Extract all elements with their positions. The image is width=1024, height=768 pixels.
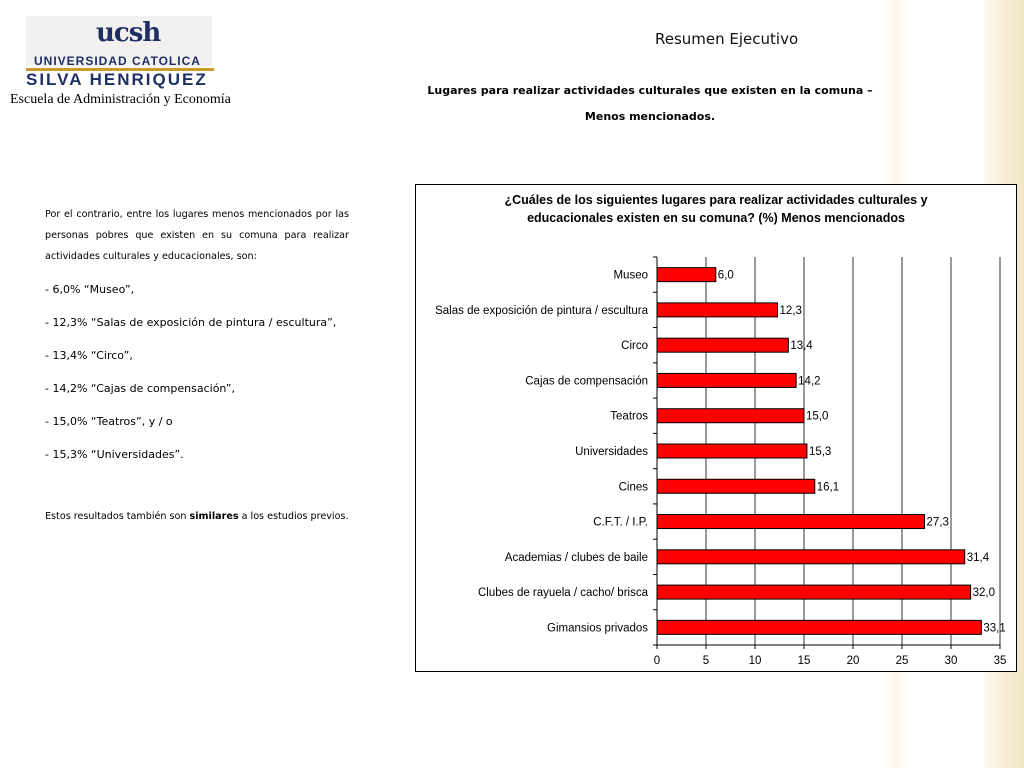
bullet-item: - 6,0% “Museo”, [45, 283, 135, 296]
category-label: Gimansios privados [547, 622, 648, 635]
value-label: 15,3 [808, 446, 832, 458]
category-label: Academias / clubes de baile [504, 551, 648, 564]
bar [657, 515, 925, 529]
x-tick-label: 20 [846, 655, 860, 667]
value-label: 6,0 [717, 269, 734, 282]
bar [657, 409, 804, 423]
bar [657, 444, 807, 458]
value-label: 33,1 [983, 622, 1006, 635]
category-label: Cajas de compensación [525, 375, 648, 388]
intro-paragraph: Por el contrario, entre los lugares menos mencionados por las personas pobres que existen en su comuna para realizar actividades culturales y educacionales, son: [45, 209, 349, 262]
category-label: Circo [621, 340, 648, 353]
bar [657, 550, 965, 564]
value-label: 14,2 [798, 375, 821, 388]
x-tick-label: 30 [944, 655, 958, 667]
bar [657, 585, 971, 599]
slide-subtitle [400, 78, 900, 130]
value-label: 31,4 [966, 551, 990, 564]
x-tick-label: 5 [702, 655, 710, 667]
value-label: 13,4 [790, 340, 813, 353]
university-logo [26, 16, 214, 90]
category-label: Museo [613, 269, 648, 282]
closing-text-end: a los estudios previos. [238, 511, 349, 522]
bar [657, 338, 788, 352]
value-label: 15,0 [806, 410, 829, 423]
x-tick-label: 0 [653, 655, 661, 667]
value-label: 16,1 [816, 481, 840, 494]
chart-title-line-1: ¿Cuáles de los siguientes lugares para realizar actividades culturales y [504, 193, 928, 207]
closing-paragraph [45, 505, 349, 528]
bar-chart [416, 185, 1016, 671]
bar [657, 268, 716, 282]
bullet-item: - 14,2% “Cajas de compensación”, [45, 382, 235, 395]
x-tick-label: 25 [895, 655, 909, 667]
logo-university: UNIVERSIDAD CATOLICA [34, 54, 201, 68]
value-label: 32,0 [972, 587, 995, 600]
value-label: 27,3 [926, 516, 949, 529]
bar [657, 303, 778, 317]
subtitle-line-1: Lugares para realizar actividades culturales que existen en la comuna – [427, 84, 873, 97]
bullet-item: - 15,3% “Universidades”. [45, 448, 184, 461]
logo-name: SILVA HENRIQUEZ [26, 70, 208, 89]
subtitle-line-2: Menos mencionados. [584, 110, 716, 123]
bullet-item: - 12,3% “Salas de exposición de pintura / escultura”, [45, 316, 337, 329]
bar [657, 373, 796, 387]
bar-chart-panel [415, 184, 1017, 672]
category-label: Salas de exposición de pintura / escultura [435, 304, 648, 317]
category-label: Clubes de rayuela / cacho/ brisca [477, 587, 648, 600]
category-label: C.F.T. / I.P. [593, 516, 648, 529]
value-label: 12,3 [779, 304, 802, 317]
closing-text-bold: similares [189, 511, 239, 522]
category-label: Cines [618, 481, 648, 494]
closing-text-start: Estos resultados también son [45, 511, 190, 522]
category-label: Teatros [610, 410, 648, 423]
x-tick-label: 10 [748, 655, 762, 667]
section-title: Resumen Ejecutivo [655, 30, 799, 48]
x-tick-label: 35 [993, 655, 1007, 667]
category-label: Universidades [575, 446, 648, 458]
bar [657, 479, 815, 493]
x-tick-label: 15 [797, 655, 811, 667]
bar [657, 620, 981, 634]
bullet-item: - 13,4% “Circo”, [45, 349, 133, 362]
chart-title-line-2: educacionales existen en su comuna? (%) Menos mencionados [527, 211, 905, 225]
school-name: Escuela de Administración y Economía [10, 92, 231, 107]
bullet-item: - 15,0% “Teatros”, y / o [45, 415, 173, 428]
summary-text [45, 204, 349, 528]
logo-brand: ucsh [96, 18, 161, 48]
